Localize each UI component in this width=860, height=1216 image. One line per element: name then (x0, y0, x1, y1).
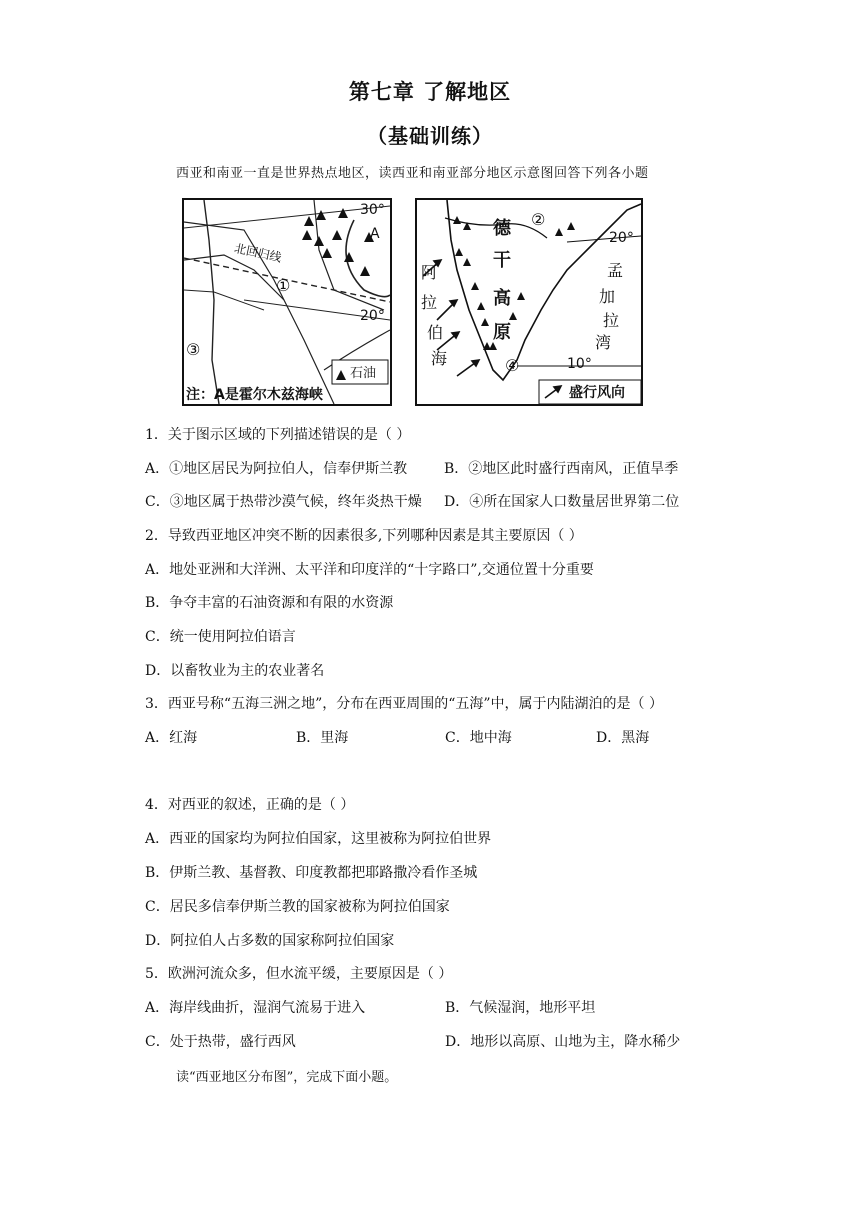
q5-option-a: A．海岸线曲折，湿润气流易于进入 (145, 1000, 366, 1016)
map-right-circle2: ② (531, 210, 546, 229)
map-right-arab-3: 伯 (427, 323, 444, 342)
q5-option-c: C．处于热带，盛行西风 (145, 1034, 296, 1050)
q3-option-b: B．里海 (296, 730, 349, 746)
map-right-lat20: 20° (609, 230, 634, 246)
map-right-deccan-1: 德 (493, 218, 511, 239)
map-right-bay-1: 孟 (607, 261, 624, 280)
q1-option-c: C．③地区属于热带沙漠气候，终年炎热干燥 (145, 494, 422, 510)
map-left-note: 注：A是霍尔木兹海峡 (186, 387, 323, 403)
map-right-arab-2: 拉 (421, 293, 438, 312)
q2-stem: 2．导致西亚地区冲突不断的因素很多,下列哪种因素是其主要原因（ ） (145, 528, 583, 544)
map-left-lat30: 30° (360, 202, 385, 218)
q2-option-c: C．统一使用阿拉伯语言 (145, 629, 296, 645)
q4-option-d: D．阿拉伯人占多数的国家称阿拉伯国家 (145, 933, 395, 949)
q5-option-d: D．地形以高原、山地为主，降水稀少 (445, 1034, 681, 1050)
map-right-circle4: ④ (505, 356, 520, 375)
q3-option-d: D．黑海 (596, 730, 650, 746)
q4-option-a: A．西亚的国家均为阿拉伯国家，这里被称为阿拉伯世界 (145, 831, 492, 847)
south-asia-map (415, 198, 643, 406)
q5-option-b: B．气候湿润，地形平坦 (445, 1000, 596, 1016)
q4-option-b: B．伊斯兰教、基督教、印度教都把耶路撒冷看作圣城 (145, 865, 478, 881)
q3-stem: 3．西亚号称“五海三洲之地”，分布在西亚周围的“五海”中，属于内陆湖泊的是（ ） (145, 696, 663, 712)
map-right-deccan-4: 原 (493, 322, 511, 343)
map-right-bay-3: 拉 (603, 311, 620, 330)
map-right-bay-2: 加 (599, 287, 616, 306)
map-left-label-a: A (370, 226, 380, 242)
q4-stem: 4．对西亚的叙述，正确的是（ ） (145, 797, 355, 813)
map-right-bay-4: 湾 (595, 333, 612, 352)
map-right-arab-4: 海 (431, 349, 448, 368)
q3-option-a: A．红海 (145, 730, 198, 746)
map-left-legend-oil: 石油 (350, 366, 377, 381)
map-left-circle1: ① (276, 276, 291, 295)
q1-option-a: A．①地区居民为阿拉伯人，信奉伊斯兰教 (145, 461, 408, 477)
q1-option-b: B．②地区此时盛行西南风，正值旱季 (444, 461, 679, 477)
map-left-circle3: ③ (186, 340, 201, 359)
page-subtitle: （基础训练） (367, 124, 493, 148)
q2-option-d: D．以畜牧业为主的农业著名 (145, 663, 325, 679)
map-right-deccan-3: 高 (493, 288, 511, 309)
map-left-tropic: 北回归线 (232, 241, 283, 265)
map-right-arab-1: 阿 (421, 263, 438, 282)
west-asia-map (182, 198, 392, 406)
q5-stem: 5．欧洲河流众多，但水流平缓，主要原因是（ ） (145, 966, 453, 982)
q3-option-c: C．地中海 (445, 730, 512, 746)
map-right-legend-wind: 盛行风向 (569, 385, 625, 401)
intro-text: 西亚和南亚一直是世界热点地区，读西亚和南亚部分地区示意图回答下列各小题 (176, 166, 649, 181)
q2-option-b: B．争夺丰富的石油资源和有限的水资源 (145, 595, 394, 611)
page-title: 第七章 了解地区 (348, 80, 512, 104)
q1-option-d: D．④所在国家人口数量居世界第二位 (444, 494, 680, 510)
outro-text: 读“西亚地区分布图”，完成下面小题。 (176, 1070, 398, 1085)
q2-option-a: A．地处亚洲和大洋洲、太平洋和印度洋的“十字路口”,交通位置十分重要 (145, 562, 594, 578)
map-right-lat10: 10° (567, 356, 592, 372)
q4-option-c: C．居民多信奉伊斯兰教的国家被称为阿拉伯国家 (145, 899, 450, 915)
q1-stem: 1．关于图示区域的下列描述错误的是（ ） (145, 427, 411, 443)
map-right-deccan-2: 干 (493, 250, 511, 271)
map-left-lat20: 20° (360, 308, 385, 324)
